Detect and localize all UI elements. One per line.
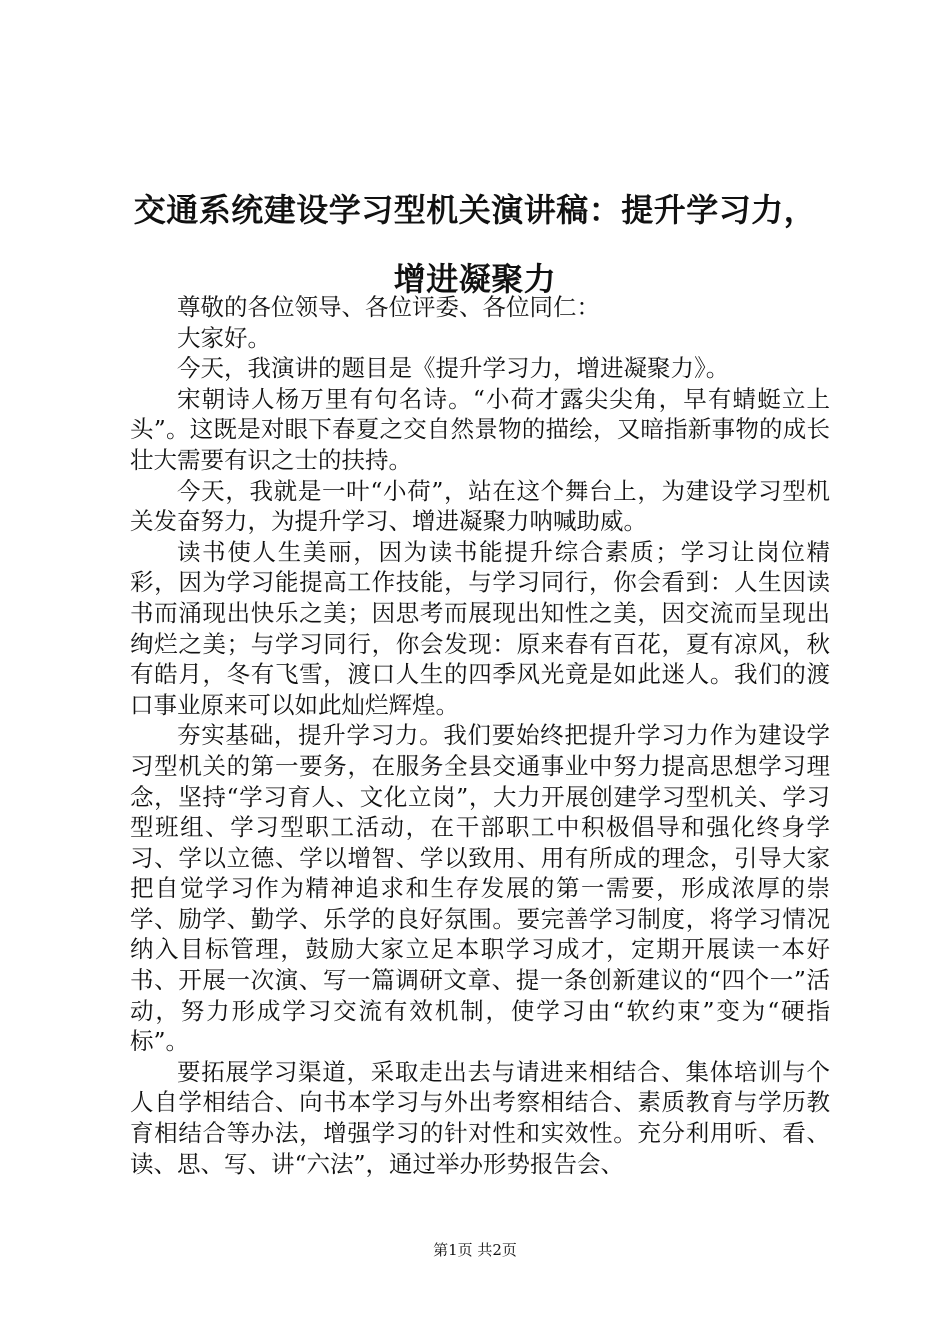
salutation-paragraph: 尊敬的各位领导、各位评委、各位同仁：: [177, 293, 600, 321]
greeting-paragraph: 大家好。: [177, 323, 271, 352]
document-body: [130, 292, 830, 1179]
topic-paragraph: 今天，我演讲的题目是《提升学习力，增进凝聚力》。: [177, 354, 730, 383]
learning-channels-paragraph: 要拓展学习渠道，采取走出去与请进来相结合、集体培训与个人自学相结合、向书本学习与外出考察相结合、素质教育与学历教育相结合等办法，增强学习的针对性和实效性。充分利用听、看、读、思、写、讲“六法”，通过举办形势报告会、: [130, 1057, 830, 1178]
reading-paragraph: 读书使人生美丽，因为读书能提升综合素质；学习让岗位精彩，因为学习能提高工作技能，与学习同行，你会看到：人生因读书而涌现出快乐之美；因思考而展现出知性之美，因交流而呈现出绚烂之美；与学习同行，你会发现：原来春有百花，夏有凉风，秋有皓月，冬有飞雪，渡口人生的四季风光竟是如此迷人。我们的渡口事业原来可以如此灿烂辉煌。: [130, 537, 830, 719]
introduction-paragraph: 今天，我就是一叶“小荷”，站在这个舞台上，为建设学习型机关发奋努力，为提升学习、增进凝聚力呐喊助威。: [130, 476, 830, 536]
foundation-paragraph: 夯实基础，提升学习力。我们要始终把提升学习力作为建设学习型机关的第一要务，在服务全县交通事业中努力提高思想学习理念，坚持“学习育人、文化立岗”，大力开展创建学习型机关、学习型班组、学习型职工活动，在干部职工中积极倡导和强化终身学习、学以立德、学以增智、学以致用、用有所成的理念，引导大家把自觉学习作为精神追求和生存发展的第一需要，形成浓厚的崇学、励学、勤学、乐学的良好氛围。要完善学习制度，将学习情况纳入目标管理，鼓励大家立足本职学习成才，定期开展读一本好书、开展一次演、写一篇调研文章、提一条创新建议的“四个一”活动，努力形成学习交流有效机制，使学习由“软约束”变为“硬指标”。: [130, 721, 830, 1056]
poem-paragraph: 宋朝诗人杨万里有句名诗。“小荷才露尖尖角，早有蜻蜓立上头”。这既是对眼下春夏之交自然景物的描绘，又暗指新事物的成长壮大需要有识之士的扶持。: [130, 384, 830, 474]
document-title: 交通系统建设学习型机关演讲稿：提升学习力，增进凝聚力: [133, 191, 817, 298]
page-footer: 第1页 共2页: [433, 1241, 517, 1259]
